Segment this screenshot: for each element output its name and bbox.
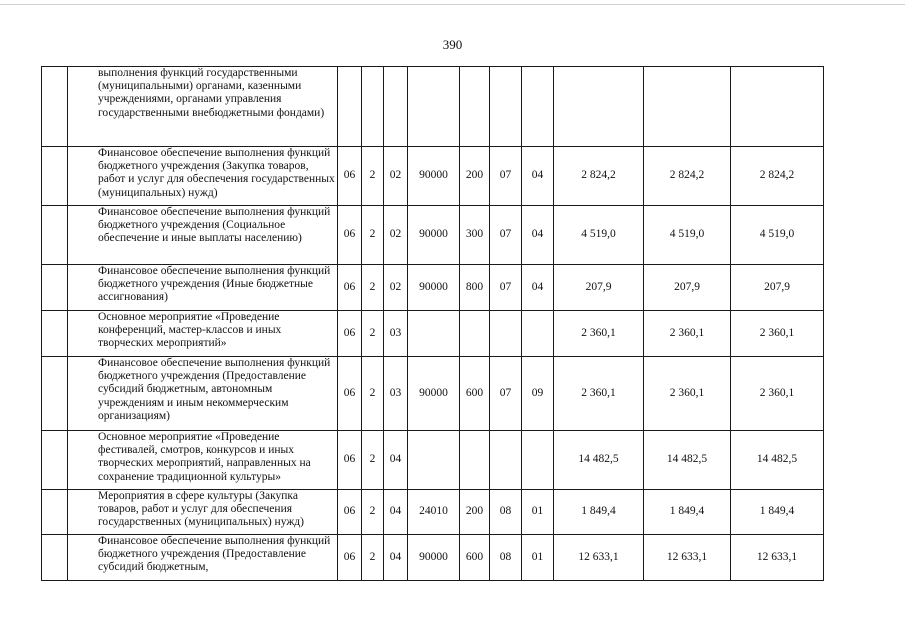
- page-number: 390: [442, 37, 463, 52]
- table-cell: 07: [490, 147, 522, 206]
- table-cell: 06: [338, 265, 362, 311]
- table-cell: 06: [338, 490, 362, 535]
- table-row: [42, 265, 824, 311]
- table-cell: 08: [490, 490, 522, 535]
- table-cell: 90000: [408, 206, 460, 265]
- table-cell: [522, 431, 554, 490]
- table-cell: 24010: [408, 490, 460, 535]
- table-cell: 90000: [408, 265, 460, 311]
- amount-cell: 2 360,1: [731, 357, 824, 431]
- table-cell: 2: [362, 357, 384, 431]
- amount-cell: 12 633,1: [731, 535, 824, 581]
- table-cell: [408, 431, 460, 490]
- row-name-cell: Финансовое обеспечение выполнения функций бюджетного учреждения (Иные бюджетные ассигнования): [68, 265, 338, 311]
- table-cell: [42, 535, 68, 581]
- table-cell: 06: [338, 535, 362, 581]
- table-row: [42, 535, 824, 581]
- table-cell: [460, 311, 490, 357]
- amount-cell: 14 482,5: [731, 431, 824, 490]
- table-cell: [42, 431, 68, 490]
- row-name-cell: Мероприятия в сфере культуры (Закупка товаров, работ и услуг для обеспечения государственных (муниципальных) нужд): [68, 490, 338, 535]
- table-cell: 06: [338, 206, 362, 265]
- amount-cell: 2 360,1: [731, 311, 824, 357]
- row-name-cell: Финансовое обеспечение выполнения функций бюджетного учреждения (Предоставление субсидий бюджетным,: [68, 535, 338, 581]
- table-cell: [42, 147, 68, 206]
- amount-cell: 207,9: [644, 265, 731, 311]
- table-row: [42, 206, 824, 265]
- amount-cell: 2 824,2: [554, 147, 644, 206]
- table-cell: [42, 357, 68, 431]
- table-cell: 06: [338, 357, 362, 431]
- table-cell: 2: [362, 431, 384, 490]
- table-cell: 07: [490, 357, 522, 431]
- table-cell: 02: [384, 147, 408, 206]
- table-cell: 02: [384, 206, 408, 265]
- row-name-cell: Основное мероприятие «Проведение конференций, мастер-классов и иных творческих мероприятий»: [68, 311, 338, 357]
- amount-cell: 2 360,1: [644, 357, 731, 431]
- table-cell: 600: [460, 535, 490, 581]
- table-cell: 2: [362, 206, 384, 265]
- table-cell: 600: [460, 357, 490, 431]
- table-cell: 800: [460, 265, 490, 311]
- table-cell: 06: [338, 147, 362, 206]
- table-cell: [42, 490, 68, 535]
- amount-cell: 12 633,1: [644, 535, 731, 581]
- table-cell: [460, 67, 490, 147]
- table-cell: 2: [362, 265, 384, 311]
- row-name-cell: Финансовое обеспечение выполнения функций бюджетного учреждения (Социальное обеспечение и иные выплаты населению): [68, 206, 338, 265]
- table-cell: 90000: [408, 147, 460, 206]
- row-name-cell: Основное мероприятие «Проведение фестивалей, смотров, конкурсов и иных творческих мероприятий, направленных на сохранение традиционной культуры»: [68, 431, 338, 490]
- table-cell: [490, 311, 522, 357]
- table-cell: [42, 67, 68, 147]
- table-cell: 04: [522, 147, 554, 206]
- table-cell: 2: [362, 535, 384, 581]
- table-cell: 04: [384, 535, 408, 581]
- table-cell: [408, 311, 460, 357]
- table-cell: [490, 431, 522, 490]
- table-cell: 07: [490, 206, 522, 265]
- amount-cell: 207,9: [554, 265, 644, 311]
- table-cell: 04: [522, 206, 554, 265]
- page-top-rule: [0, 4, 905, 5]
- table-row: [42, 431, 824, 490]
- table-row: [42, 357, 824, 431]
- table-cell: 90000: [408, 535, 460, 581]
- amount-cell: 4 519,0: [731, 206, 824, 265]
- amount-cell: 1 849,4: [731, 490, 824, 535]
- amount-cell: 14 482,5: [554, 431, 644, 490]
- table-cell: 07: [490, 265, 522, 311]
- table-cell: [384, 67, 408, 147]
- amount-cell: 2 360,1: [554, 357, 644, 431]
- table-cell: 06: [338, 431, 362, 490]
- table-cell: 2: [362, 490, 384, 535]
- table-cell: 01: [522, 535, 554, 581]
- amount-cell: [731, 67, 824, 147]
- amount-cell: 1 849,4: [554, 490, 644, 535]
- table-cell: 90000: [408, 357, 460, 431]
- table-cell: 04: [384, 431, 408, 490]
- table-cell: 200: [460, 490, 490, 535]
- amount-cell: 2 824,2: [731, 147, 824, 206]
- row-name-cell: Финансовое обеспечение выполнения функций бюджетного учреждения (Закупка товаров, работ и услуг для обеспечения государственных (муниципальных) нужд): [68, 147, 338, 206]
- table-cell: 04: [384, 490, 408, 535]
- table-row: [42, 147, 824, 206]
- budget-table: [41, 66, 824, 581]
- table-cell: 06: [338, 311, 362, 357]
- amount-cell: 1 849,4: [644, 490, 731, 535]
- table-cell: 03: [384, 311, 408, 357]
- amount-cell: 12 633,1: [554, 535, 644, 581]
- table-cell: [408, 67, 460, 147]
- row-name-cell: Финансовое обеспечение выполнения функций бюджетного учреждения (Предоставление субсидий бюджетным, автономным учреждениям и иным некоммерческим организациям): [68, 357, 338, 431]
- table-cell: 2: [362, 147, 384, 206]
- amount-cell: 2 360,1: [644, 311, 731, 357]
- table-row: [42, 311, 824, 357]
- table-cell: 03: [384, 357, 408, 431]
- table-cell: [42, 311, 68, 357]
- table-cell: [42, 206, 68, 265]
- table-cell: [460, 431, 490, 490]
- table-cell: [42, 265, 68, 311]
- table-cell: 01: [522, 490, 554, 535]
- row-name-cell: выполнения функций государственными (муниципальными) органами, казенными учреждениями, органами управления государственными внебюджетными фондами): [68, 67, 338, 147]
- table-row: [42, 490, 824, 535]
- table-cell: 2: [362, 311, 384, 357]
- amount-cell: 207,9: [731, 265, 824, 311]
- table-cell: [362, 67, 384, 147]
- amount-cell: 4 519,0: [554, 206, 644, 265]
- table-cell: 09: [522, 357, 554, 431]
- table-cell: 300: [460, 206, 490, 265]
- table-cell: [522, 311, 554, 357]
- table-cell: [490, 67, 522, 147]
- table-row: [42, 67, 824, 147]
- amount-cell: [644, 67, 731, 147]
- amount-cell: 2 360,1: [554, 311, 644, 357]
- table-cell: 08: [490, 535, 522, 581]
- table-cell: [338, 67, 362, 147]
- amount-cell: 4 519,0: [644, 206, 731, 265]
- amount-cell: [554, 67, 644, 147]
- table-cell: 04: [522, 265, 554, 311]
- amount-cell: 2 824,2: [644, 147, 731, 206]
- table-cell: 02: [384, 265, 408, 311]
- table-cell: 200: [460, 147, 490, 206]
- table-cell: [522, 67, 554, 147]
- amount-cell: 14 482,5: [644, 431, 731, 490]
